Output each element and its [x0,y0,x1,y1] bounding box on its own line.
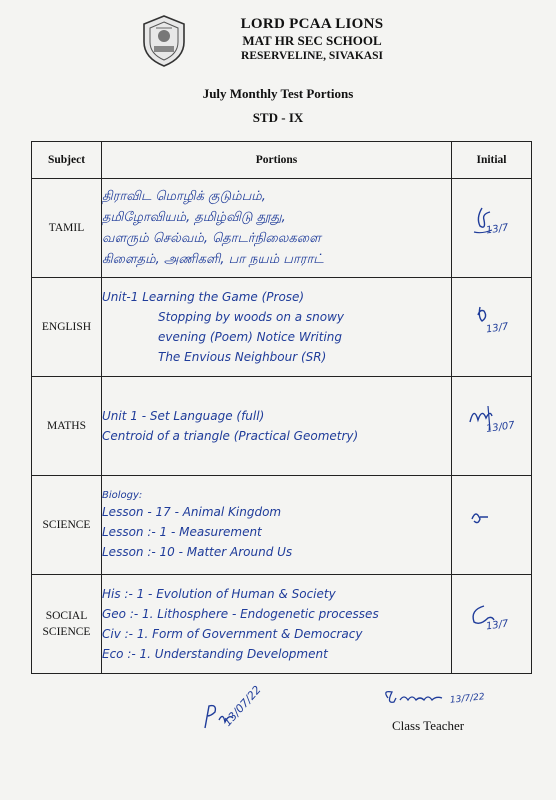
class-teacher-signature-icon [380,688,450,708]
subject-header: Subject [32,142,102,179]
school-subtitle: MAT HR SEC SCHOOL [242,33,382,48]
school-header [140,14,440,76]
initial-date: 13/7 [485,222,510,237]
class-teacher-date: 13/7/22 [449,692,486,706]
portion-line: Lesson - 17 - Animal Kingdom [102,504,282,519]
portion-line: evening (Poem) Notice Writing [158,330,343,344]
portion-line: Eco :- 1. Understanding Development [102,647,328,661]
initial-date: 13/7 [485,618,510,633]
standard-label: STD - IX [252,110,304,125]
subject-cell: ENGLISH [32,278,102,377]
initial-cell [452,179,532,278]
class-teacher-signature-block [380,688,530,738]
initial-header: Initial [452,142,532,179]
portion-line: திராவிட மொழிக் குடும்பம், [102,189,266,204]
school-emblem-icon [140,14,188,68]
portion-line: The Envious Neighbour (SR) [158,350,327,364]
portion-line: தமிழோவியம், தமிழ்விடு தூது, [102,210,286,225]
initial-cell [452,575,532,674]
subject-line: SOCIAL [45,610,88,622]
portions-table [31,141,532,674]
subject-cell: SCIENCE [32,476,102,575]
class-teacher-label: Class Teacher [392,718,465,733]
portion-line: Biology: [102,489,143,501]
school-address: RESERVELINE, SIVAKASI [241,50,383,62]
principal-signature-block [195,683,285,758]
portion-line: His :- 1 - Evolution of Human & Society [102,587,336,601]
portion-line: Unit-1 Learning the Game (Prose) [102,290,305,304]
portions-cell [102,278,452,377]
portion-line: Civ :- 1. Form of Government & Democracy [102,627,363,641]
subject-cell [32,575,102,674]
initial-cell [452,278,532,377]
school-title-block [192,16,432,63]
table-header-row [32,142,532,179]
initial-cell [452,476,532,575]
table-row-science [32,476,532,575]
portion-line: Geo :- 1. Lithosphere - Endogenetic processes [102,607,379,621]
initial-cell [452,377,532,476]
portions-cell [102,575,452,674]
portion-line: கிளைதம், அணிகளி, பா நயம் பாராட் [102,252,324,267]
portions-cell [102,377,452,476]
portion-line: Lesson :- 10 - Matter Around Us [102,544,293,559]
portion-line: Centroid of a triangle (Practical Geometry) [102,429,359,443]
portion-line: Stopping by woods on a snowy [158,310,345,324]
table-row-english [32,278,532,377]
portion-line: வளரும் செல்வம், தொடர்நிலைகளை [102,231,321,246]
handwritten-initial-icon [462,501,502,535]
table-row-social-science [32,575,532,674]
subject-cell: MATHS [32,377,102,476]
portions-cell [102,476,452,575]
portions-cell [102,179,452,278]
portion-line: Lesson :- 1 - Measurement [102,524,262,539]
school-name: LORD PCAA LIONS [240,16,384,32]
document-title: July Monthly Test Portions [202,86,354,101]
portions-header: Portions [102,142,452,179]
subject-line: SCIENCE [42,626,91,638]
initial-date: 13/07 [485,420,516,435]
table-row-tamil [32,179,532,278]
table-row-maths [32,377,532,476]
initial-date: 13/7 [485,321,510,336]
principal-date: 13/07/22 [221,683,264,729]
portion-line: Unit 1 - Set Language (full) [102,409,265,423]
subject-cell: TAMIL [32,179,102,278]
